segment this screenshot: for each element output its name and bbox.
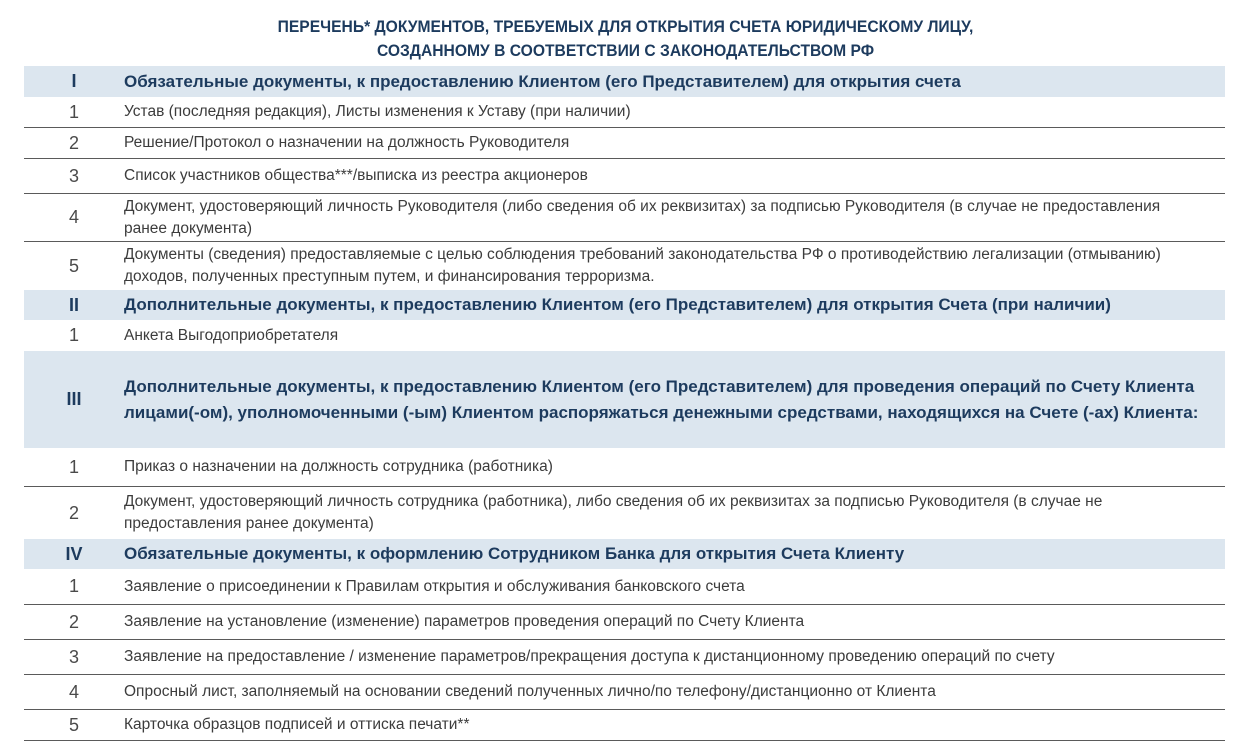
table-row xyxy=(24,675,1225,710)
row-text: Опросный лист, заполняемый на основании сведений полученных лично/по телефону/дистанционно от Клиента xyxy=(124,683,936,700)
row-number: 2 xyxy=(68,611,79,632)
row-number: 3 xyxy=(68,646,79,667)
table-row xyxy=(24,97,1225,128)
table-row xyxy=(24,448,1225,487)
section-heading: Дополнительные документы, к предоставлению Клиентом (его Представителем) для открытия Счета (при наличии) xyxy=(124,295,1111,314)
row-number: 1 xyxy=(68,576,79,596)
table-row xyxy=(24,710,1225,741)
section-header-4 xyxy=(24,539,1225,569)
table-row xyxy=(24,605,1225,640)
table-row xyxy=(24,640,1225,675)
section-number: II xyxy=(68,294,79,315)
row-text: Карточка образцов подписей и оттиска печати** xyxy=(124,716,470,733)
document-title xyxy=(50,15,1201,63)
row-text: Заявление о присоединении к Правилам открытия и обслуживания банковского счета xyxy=(124,577,745,595)
table-row xyxy=(24,159,1225,194)
row-number: 3 xyxy=(68,165,79,186)
section-number: III xyxy=(66,389,82,409)
table-row xyxy=(24,320,1225,351)
row-text: Документ, удостоверяющий личность сотрудника (работника), либо сведения об их реквизитах за подписью Руководителя (в случае не предоставления ранее документа) xyxy=(124,493,1103,532)
table-row xyxy=(24,487,1225,539)
row-number: 2 xyxy=(68,502,79,523)
table-row xyxy=(24,242,1225,290)
row-text: Документы (сведения) предоставляемые с целью соблюдения требований законодательства РФ о противодействию легализации (отмыванию) доходов, полученных преступным путем, и финансирования терроризма. xyxy=(124,246,1161,285)
row-text: Приказ о назначении на должность сотрудника (работника) xyxy=(124,458,553,475)
table-row xyxy=(24,194,1225,242)
row-number: 2 xyxy=(68,132,79,153)
table-row xyxy=(24,128,1225,159)
row-number: 1 xyxy=(68,456,79,477)
row-text: Документ, удостоверяющий личность Руководителя (либо сведения об их реквизитах) за подписью Руководителя (в случае не предоставления ранее документа) xyxy=(124,197,1161,237)
title-line-2: СОЗДАННОМУ В СООТВЕТСТВИИ С ЗАКОНОДАТЕЛЬСТВОМ РФ xyxy=(376,41,875,60)
section-header-3 xyxy=(24,351,1225,448)
table-row xyxy=(24,569,1225,605)
row-number: 5 xyxy=(68,255,79,276)
title-line-1: ПЕРЕЧЕНЬ* ДОКУМЕНТОВ, ТРЕБУЕМЫХ ДЛЯ ОТКРЫТИЯ СЧЕТА ЮРИДИЧЕСКОМУ ЛИЦУ, xyxy=(277,17,974,36)
section-header-1 xyxy=(24,66,1225,97)
row-number: 5 xyxy=(68,714,79,735)
documents-table xyxy=(24,66,1225,741)
row-text: Решение/Протокол о назначении на должность Руководителя xyxy=(124,134,570,151)
row-text: Заявление на предоставление / изменение параметров/прекращения доступа к дистанционному проведению операций по счету xyxy=(124,648,1055,665)
row-number: 1 xyxy=(68,101,79,122)
section-heading: Обязательные документы, к оформлению Сотрудником Банка для открытия Счета Клиенту xyxy=(124,544,905,563)
row-text: Устав (последняя редакция), Листы изменения к Уставу (при наличии) xyxy=(124,103,631,120)
row-number: 4 xyxy=(68,681,79,702)
section-number: IV xyxy=(65,543,83,564)
row-text: Список участников общества***/выписка из реестра акционеров xyxy=(124,167,588,184)
row-number: 1 xyxy=(68,325,79,345)
row-number: 4 xyxy=(68,207,79,227)
row-text: Анкета Выгодоприобретателя xyxy=(124,326,339,344)
section-header-2 xyxy=(24,290,1225,320)
section-number: I xyxy=(71,71,77,91)
row-text: Заявление на установление (изменение) параметров проведения операций по Счету Клиента xyxy=(124,613,805,630)
section-heading: Обязательные документы, к предоставлению Клиентом (его Представителем) для открытия счета xyxy=(124,71,961,91)
section-heading: Дополнительные документы, к предоставлению Клиентом (его Представителем) для проведения операций по Счету Клиента лицами(-ом), уполномоченными (-ым) Клиентом распоряжаться денежными средствами, находящихся на Счете (-ах) Клиента: xyxy=(124,376,1199,422)
